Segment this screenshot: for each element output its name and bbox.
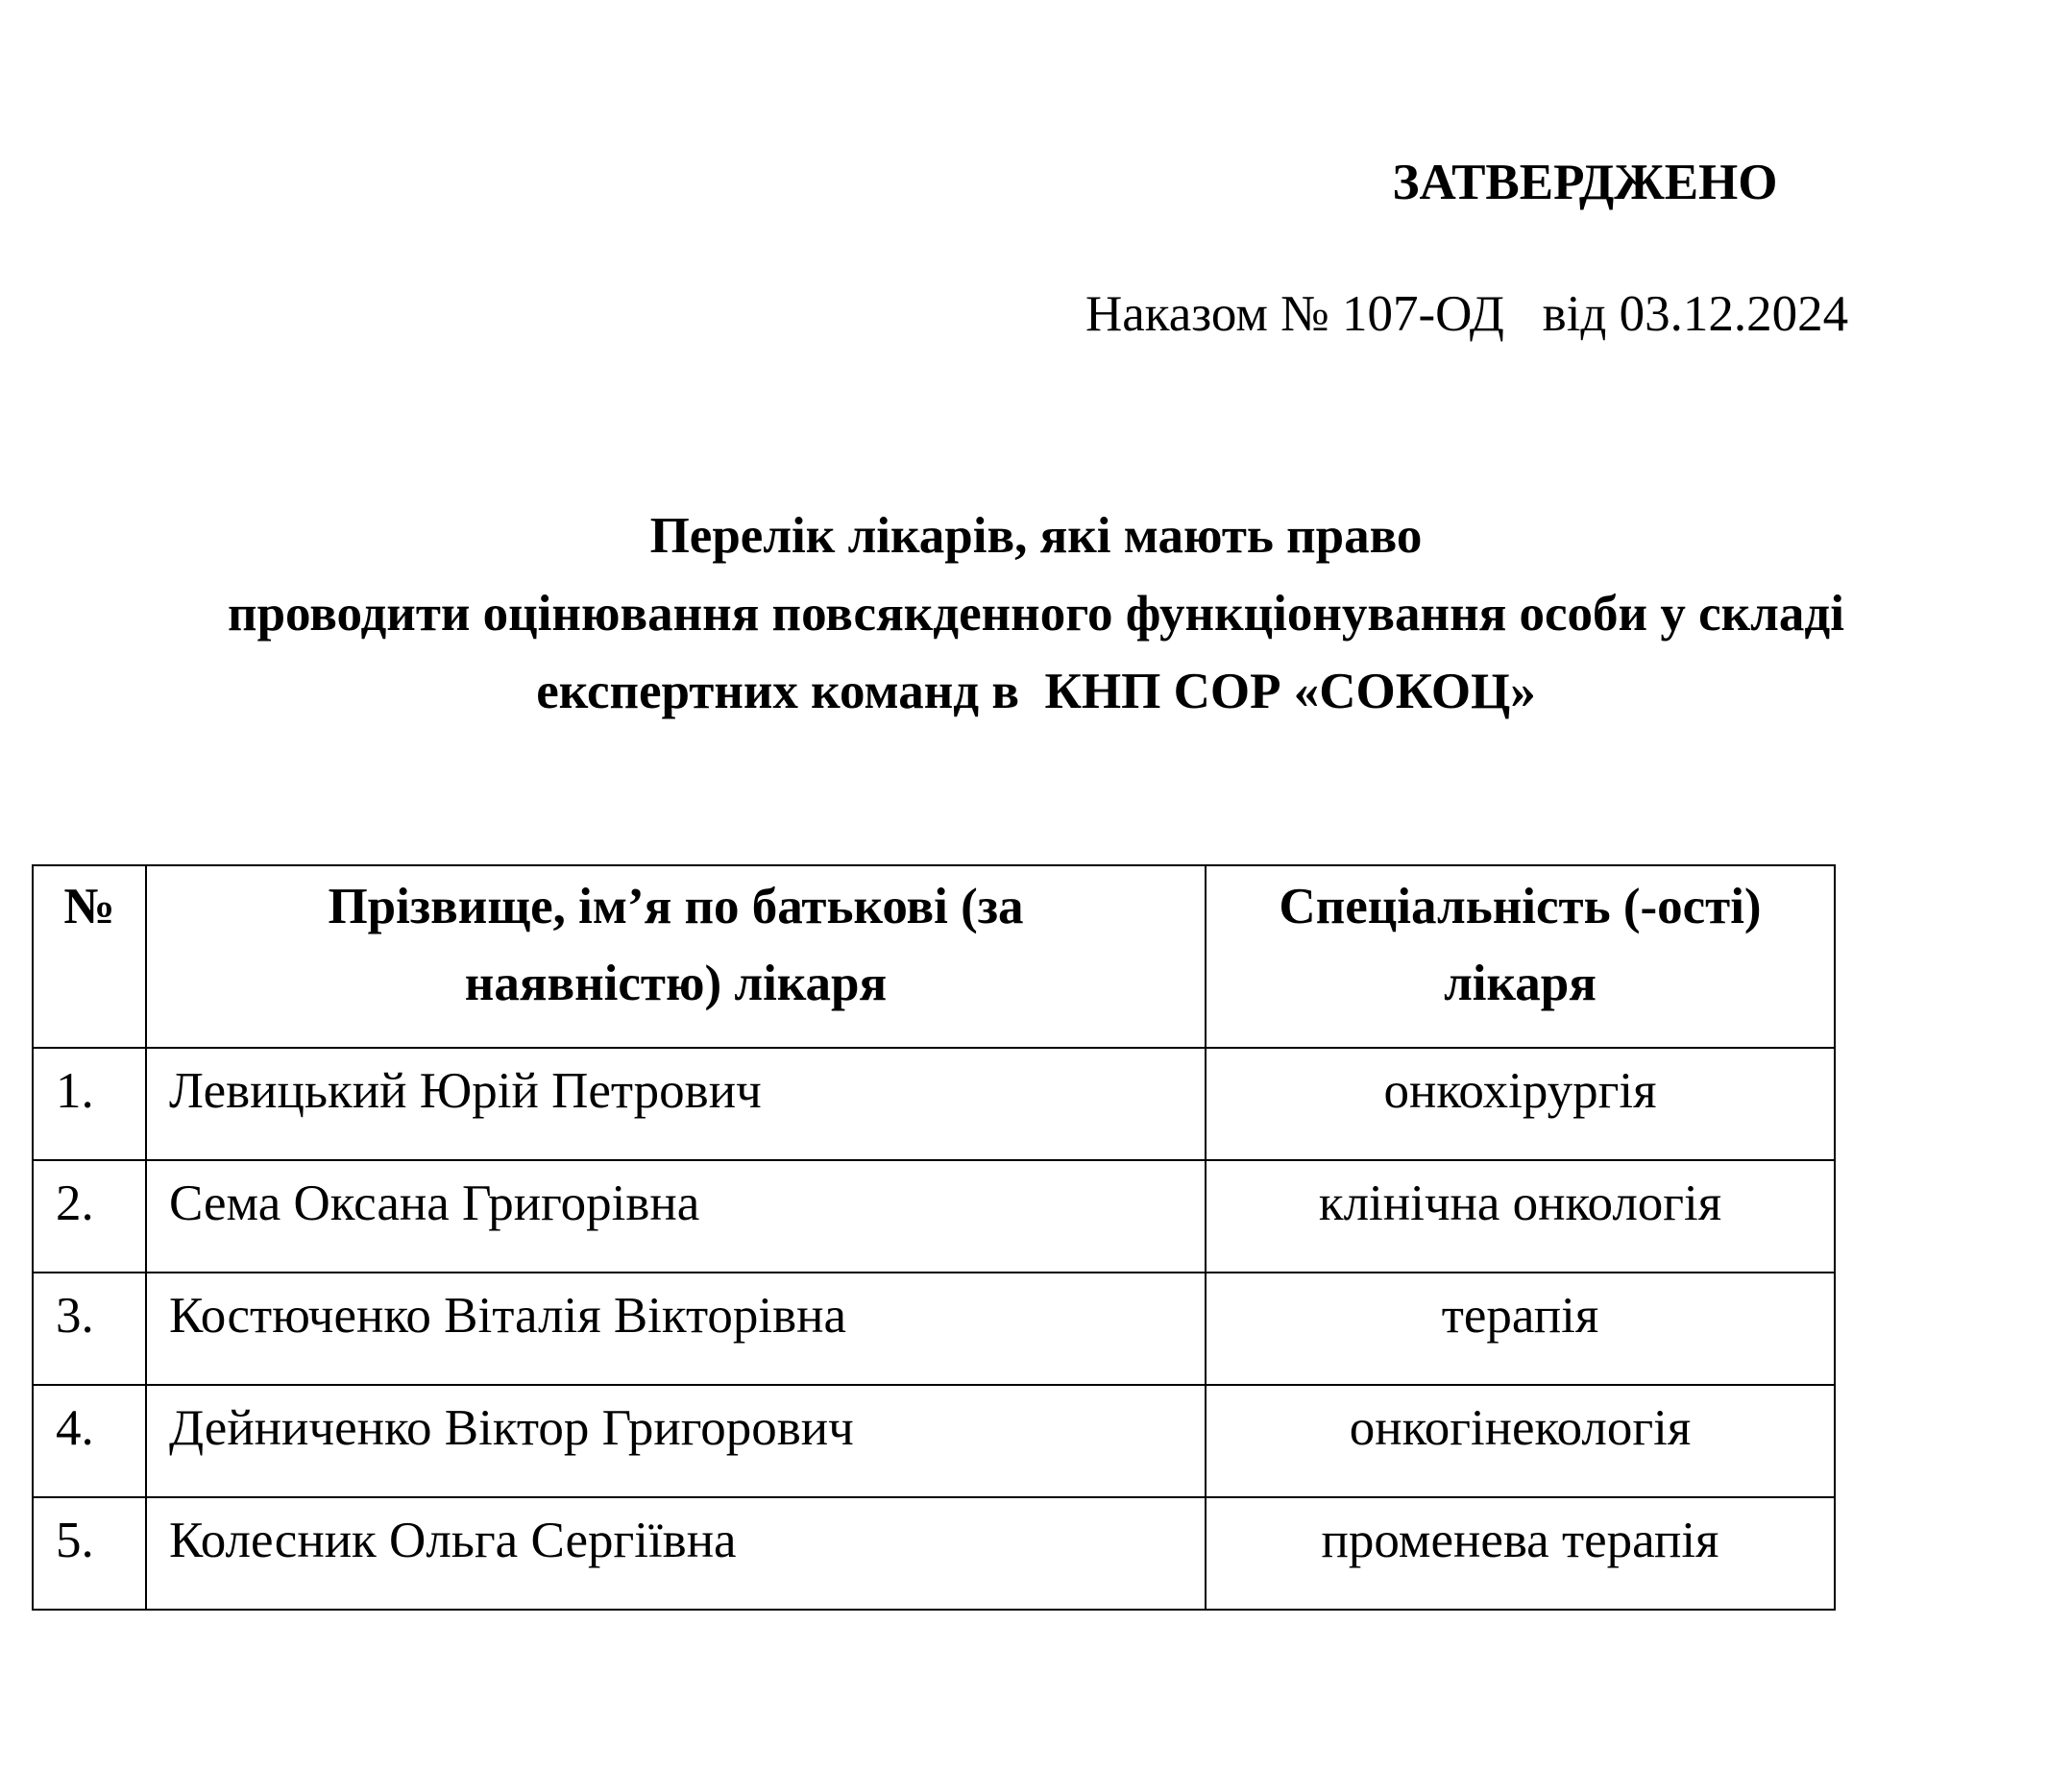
header-number-label: № <box>63 879 115 934</box>
header-spec-line-1: Спеціальність (-ості) <box>1279 879 1762 934</box>
doctor-name: Левицький Юрій Петрович <box>146 1048 1206 1160</box>
header-name-line-2: наявністю) лікаря <box>464 956 888 1011</box>
table-row <box>33 1497 1835 1610</box>
header-name-line-1: Прізвище, ім’я по батькові (за <box>328 879 1024 934</box>
approval-stamp-heading: ЗАТВЕРДЖЕНО <box>1392 155 1778 210</box>
table-header-row <box>33 865 1835 1048</box>
header-spec-line-2: лікаря <box>1444 956 1597 1011</box>
title-line-3: експертних команд в КНП СОР «СОКОЦ» <box>536 664 1536 719</box>
row-number: 4. <box>33 1385 146 1497</box>
title-line-1: Перелік лікарів, які мають право <box>649 508 1423 564</box>
row-number: 3. <box>33 1273 146 1385</box>
doctor-specialty: клінічна онкологія <box>1206 1160 1835 1273</box>
document-title <box>0 497 2072 731</box>
doctor-name: Костюченко Віталія Вікторівна <box>146 1273 1206 1385</box>
doctor-name: Колесник Ольга Сергіївна <box>146 1497 1206 1610</box>
order-reference: Наказом № 107-ОД від 03.12.2024 <box>1085 286 1849 342</box>
header-number <box>33 865 146 1048</box>
doctor-specialty: променева терапія <box>1206 1497 1835 1610</box>
table-row <box>33 1048 1835 1160</box>
doctor-name: Сема Оксана Григорівна <box>146 1160 1206 1273</box>
header-specialty <box>1206 865 1835 1048</box>
table-row <box>33 1160 1835 1273</box>
doctor-specialty: онкогінекологія <box>1206 1385 1835 1497</box>
row-number: 5. <box>33 1497 146 1610</box>
table-row <box>33 1273 1835 1385</box>
doctor-name: Дейниченко Віктор Григорович <box>146 1385 1206 1497</box>
row-number: 2. <box>33 1160 146 1273</box>
doctor-specialty: терапія <box>1206 1273 1835 1385</box>
header-full-name <box>146 865 1206 1048</box>
doctor-specialty: онкохірургія <box>1206 1048 1835 1160</box>
row-number: 1. <box>33 1048 146 1160</box>
table-row <box>33 1385 1835 1497</box>
title-line-2: проводити оцінювання повсякденного функціонування особи у складі <box>228 586 1844 642</box>
doctors-table <box>32 864 1836 1611</box>
